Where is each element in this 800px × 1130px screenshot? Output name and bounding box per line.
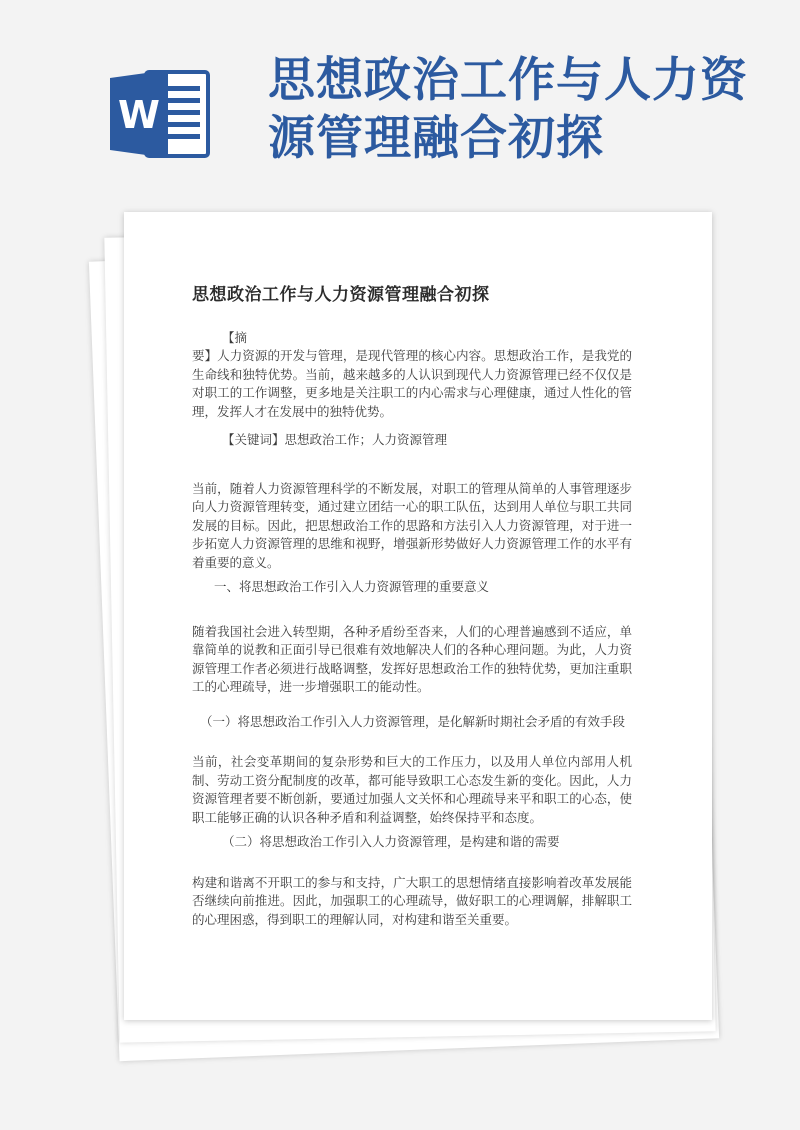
paragraph-2: 当前，社会变革期间的复杂形势和巨大的工作压力，以及用人单位内部用人机制、劳动工资分配制度的改革，都可能导致职工心态发生新的变化。因此，人力资源管理者要不断创新，要通过加强人文关怀和心理疏导来平和职工的心态，使职工能够正确的认识各种矛盾和利益调整，始终保持平和态度。 bbox=[192, 754, 632, 825]
section-heading-1: 一、将思想政治工作引入人力资源管理的重要意义 bbox=[214, 579, 490, 594]
word-document-icon bbox=[108, 66, 214, 162]
header bbox=[0, 0, 800, 210]
word-letter: W bbox=[118, 93, 160, 137]
page-title bbox=[268, 52, 768, 168]
document-title: 思想政治工作与人力资源管理融合初探 bbox=[192, 285, 490, 305]
page-title-line-2: 源管理融合初探 bbox=[268, 111, 604, 166]
abstract-text: 要】人力资源的开发与管理，是现代管理的核心内容。思想政治工作，是我党的生命线和独特优势。当前，越来越多的人认识到现代人力资源管理已经不仅仅是对职工的工作调整，更多地是关注职工的内心需求与心理健康，通过人性化的管理，发挥人才在发展中的独特优势。 bbox=[192, 348, 632, 419]
keywords: 【关键词】思想政治工作；人力资源管理 bbox=[222, 432, 448, 447]
paragraph-1: 随着我国社会进入转型期，各种矛盾纷至沓来，人们的心理普遍感到不适应，单靠简单的说教和正面引导已很难有效地解决人们的各种心理问题。为此，人力资源管理工作者必须进行战略调整，发挥好思想政治工作的独特优势，更加注重职工的心理疏导，进一步增强职工的能动性。 bbox=[192, 623, 632, 694]
abstract-tag: 【摘 bbox=[222, 329, 248, 345]
paragraph-intro: 当前，随着人力资源管理科学的不断发展，对职工的管理从简单的人事管理逐步向人力资源管理转变，通过建立团结一心的职工队伍，达到用人单位与职工共同发展的目标。因此，把思想政治工作的思路和方法引入人力资源管理，对于进一步拓宽人力资源管理的思维和视野，增强新形势做好人力资源管理工作的水平有着重要的意义。 bbox=[192, 480, 632, 570]
subsection-heading-1: （一）将思想政治工作引入人力资源管理，是化解新时期社会矛盾的有效手段 bbox=[200, 713, 626, 729]
page-title-line-1: 思想政治工作与人力资 bbox=[268, 53, 748, 108]
document-content bbox=[192, 286, 632, 935]
subsection-heading-2: （二）将思想政治工作引入人力资源管理，是构建和谐的需要 bbox=[222, 834, 560, 849]
paragraph-3: 构建和谐离不开职工的参与和支持，广大职工的思想情绪直接影响着改革发展能否继续向前推进。因此，加强职工的心理疏导，做好职工的心理调解，排解职工的心理困惑，得到职工的理解认同，对构建和谐至关重要。 bbox=[192, 874, 632, 927]
